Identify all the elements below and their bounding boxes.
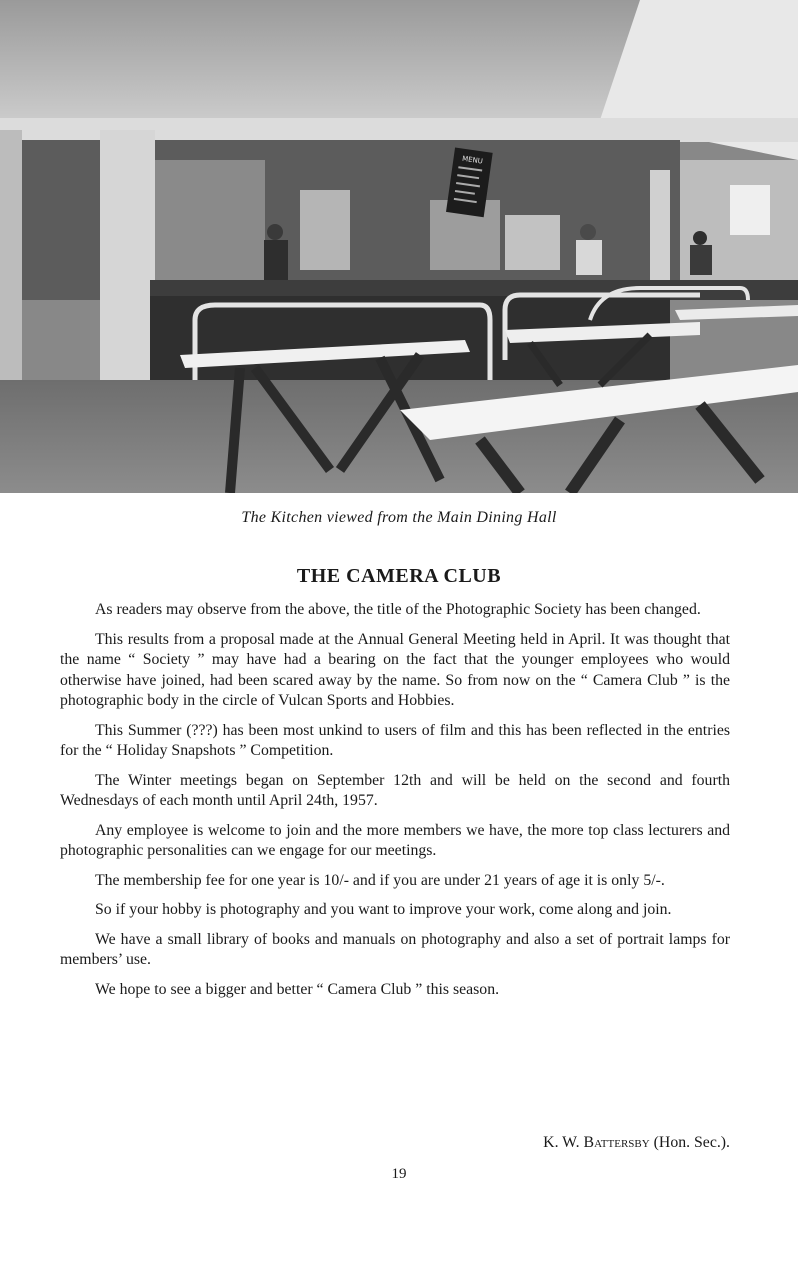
paragraph: We hope to see a bigger and better “ Camera Club ” this season. (95, 980, 500, 998)
paragraph: Any employee is welcome to join and the more members we have, the more top class lecturers and photographic personalities can we engage for our meetings. (60, 821, 730, 859)
menu-board-label: MENU (461, 154, 484, 166)
article-body (60, 600, 730, 1009)
author-surname: Battersby (583, 1134, 650, 1151)
paragraph: We have a small library of books and manuals on photography and also a set of portrait lamps for members’ use. (60, 930, 730, 968)
paragraph: The Winter meetings began on September 12th and will be held on the second and fourth Wednesdays of each month until April 24th, 1957. (60, 771, 730, 809)
paragraph: So if your hobby is photography and you want to improve your work, come along and join. (95, 901, 672, 918)
paragraph: This Summer (???) has been most unkind to users of film and this has been reflected in the entries for the “ Holiday Snapshots ” Competition. (60, 721, 730, 759)
author-signature (543, 1134, 730, 1152)
author-role: (Hon. Sec.). (653, 1134, 730, 1151)
paragraph: This results from a proposal made at the Annual General Meeting held in April. It was thought that the name “ Society ” may have had a bearing on the fact that the younger employees who would otherwise have joined, had been scared away by the name. So from now on the “ Camera Club ” is the photographic body in the circle of Vulcan Sports and Hobbies. (60, 630, 730, 709)
paragraph: As readers may observe from the above, the title of the Photographic Society has been changed. (95, 601, 701, 618)
page-number: 19 (391, 1166, 407, 1182)
kitchen-photo (0, 0, 798, 493)
photo-caption: The Kitchen viewed from the Main Dining Hall (241, 509, 557, 526)
article-title: THE CAMERA CLUB (296, 565, 502, 587)
paragraph: The membership fee for one year is 10/- and if you are under 21 years of age it is only 5/-. (95, 871, 665, 889)
author-initials: K. W. (543, 1134, 580, 1151)
